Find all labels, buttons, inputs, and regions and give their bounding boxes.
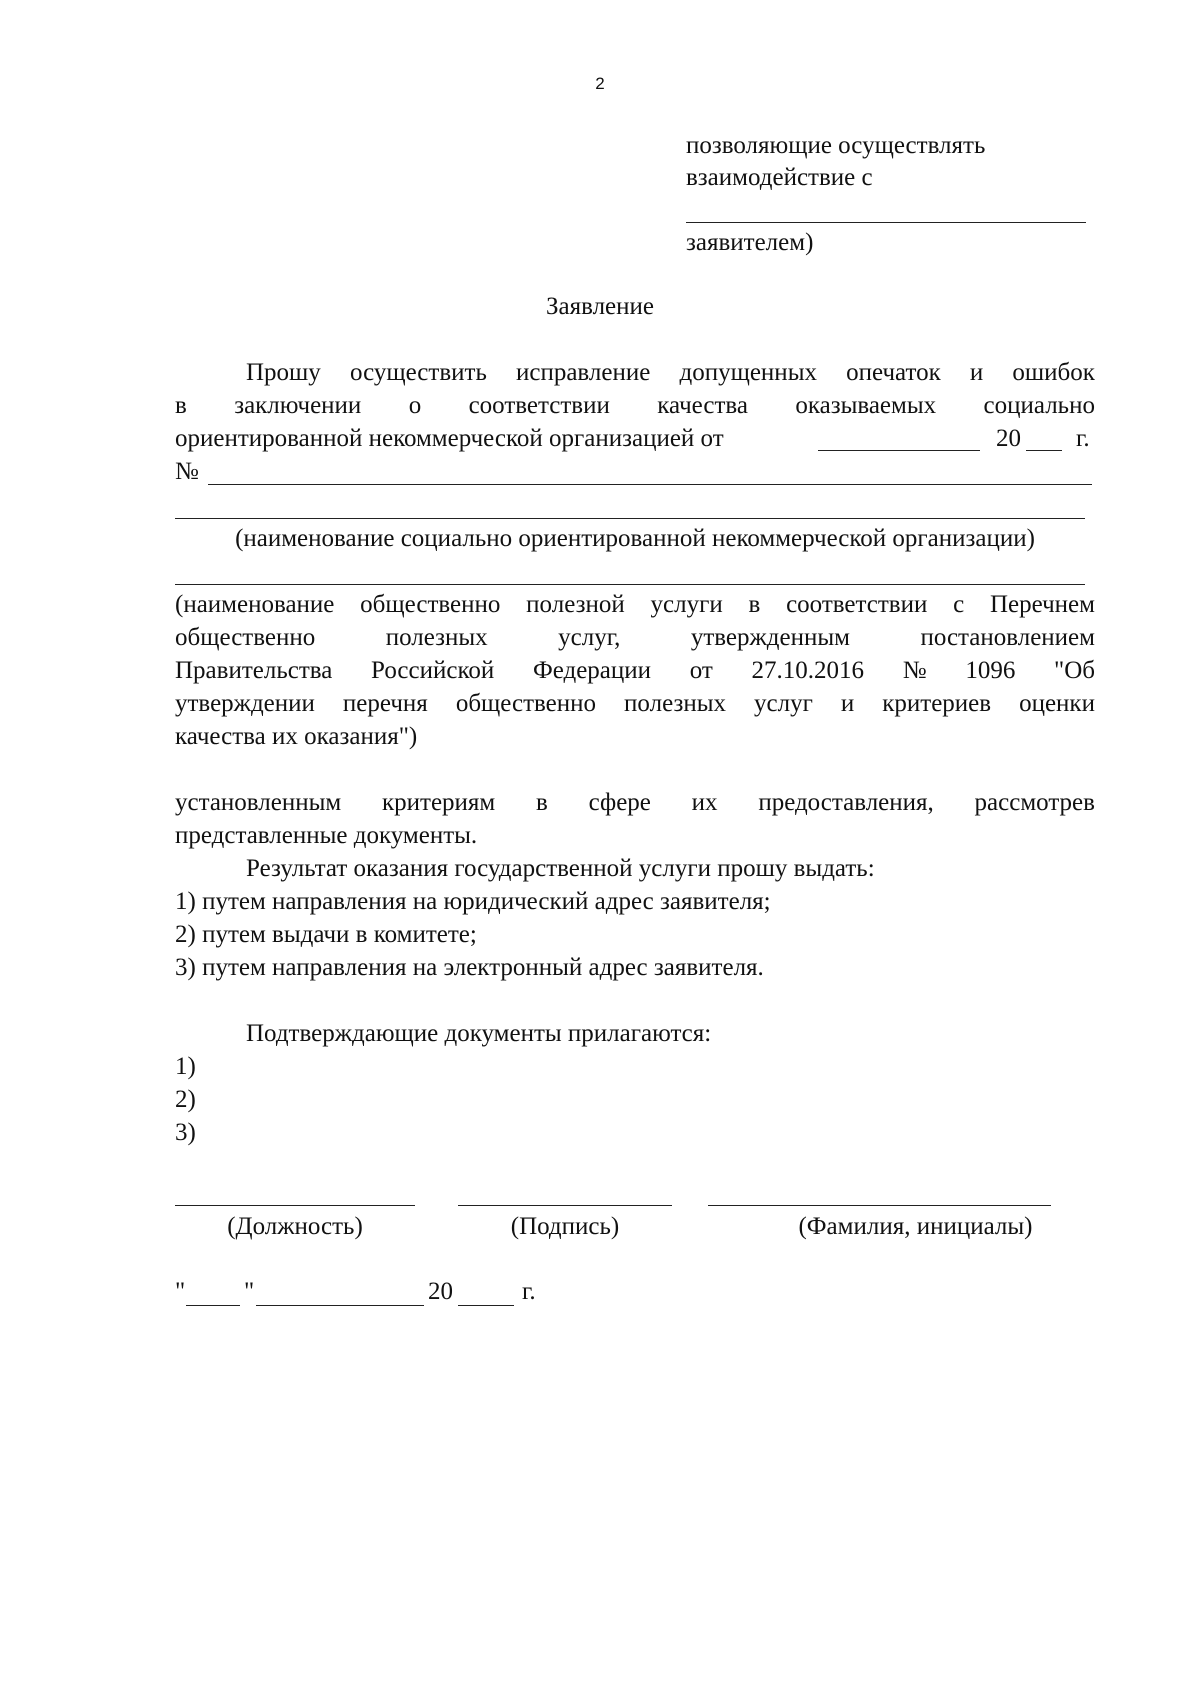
request-year-suffix: г. [1076, 425, 1090, 452]
request-line-3-start: ориентированной некоммерческой организацией от [175, 425, 724, 452]
result-option-2: 2) путем выдачи в комитете; [175, 921, 477, 948]
org-caption: (наименование социально ориентированной некоммерческой организации) [235, 525, 1035, 552]
date-year-prefix: 20 [428, 1278, 453, 1305]
signature-label: (Подпись) [510, 1213, 620, 1240]
service-caption-line-2: общественно полезных услуг, утвержденным постановлением [175, 624, 1095, 651]
date-day-blank [186, 1305, 240, 1306]
attachment-item-2: 2) [175, 1086, 196, 1113]
date-open-quote: " [175, 1278, 186, 1305]
result-option-3: 3) путем направления на электронный адрес заявителя. [175, 954, 764, 981]
header-line-3: заявителем) [686, 229, 814, 256]
service-caption-line-3: Правительства Российской Федерации от 27.10.2016 № 1096 "Об [175, 657, 1095, 684]
service-caption-line-4: утверждении перечня общественно полезных услуг и критериев оценки [175, 690, 1095, 717]
name-label: (Фамилия, инициалы) [798, 1213, 1033, 1240]
result-intro: Результат оказания государственной услуги прошу выдать: [246, 855, 875, 882]
request-line-1: Прошу осуществить исправление допущенных опечаток и ошибок [246, 359, 1095, 386]
request-line-2: в заключении о соответствии качества оказываемых социально [175, 392, 1095, 419]
request-date-blank [818, 450, 980, 451]
request-year-blank [1026, 450, 1062, 451]
criteria-line-1: установленным критериям в сфере их предоставления, рассмотрев [175, 789, 1095, 816]
date-year-blank [458, 1305, 514, 1306]
date-close-quote: " [244, 1278, 255, 1305]
date-month-blank [256, 1305, 424, 1306]
service-name-blank-line [175, 584, 1085, 585]
attachments-intro: Подтверждающие документы прилагаются: [246, 1020, 712, 1047]
attachment-item-1: 1) [175, 1053, 196, 1080]
number-blank-line [208, 484, 1092, 485]
service-caption-line-5: качества их оказания") [175, 723, 418, 750]
service-caption-line-1: (наименование общественно полезной услуги в соответствии с Перечнем [175, 591, 1095, 618]
attachment-item-3: 3) [175, 1119, 196, 1146]
header-line-1: позволяющие осуществлять [686, 132, 986, 159]
page-number: 2 [595, 74, 605, 93]
signature-blank-line [458, 1205, 672, 1206]
number-sign: № [175, 458, 199, 485]
header-line-2: взаимодействие с [686, 164, 873, 191]
org-name-blank-line [175, 518, 1085, 519]
document-title: Заявление [545, 293, 655, 320]
date-year-suffix: г. [522, 1278, 536, 1305]
position-blank-line [175, 1205, 415, 1206]
header-blank-line [686, 222, 1086, 223]
result-option-1: 1) путем направления на юридический адрес заявителя; [175, 888, 771, 915]
criteria-line-2: представленные документы. [175, 822, 478, 849]
name-blank-line [708, 1205, 1051, 1206]
position-label: (Должность) [227, 1213, 363, 1240]
request-year-prefix: 20 [996, 425, 1021, 452]
